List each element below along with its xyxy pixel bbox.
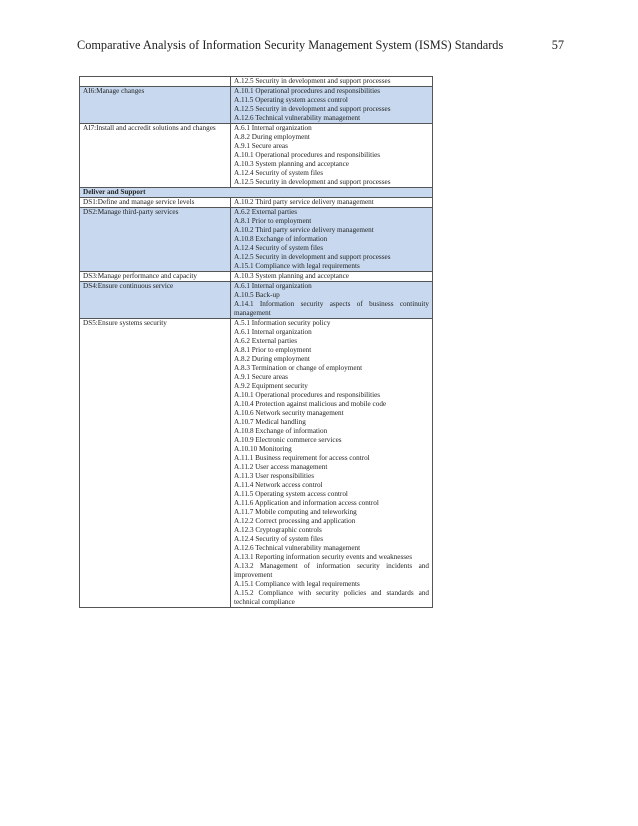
iso-control-item: A.10.1 Operational procedures and responsibilities	[234, 391, 381, 399]
page-number: 57	[551, 38, 564, 52]
iso-control-item: A.10.8 Exchange of information	[234, 427, 328, 435]
table-row	[80, 77, 433, 87]
iso-control-item: A.12.5 Security in development and support processes	[234, 253, 391, 261]
iso-control-item: A.6.1 Internal organization	[234, 328, 312, 336]
iso-controls-cell	[231, 87, 433, 124]
iso-control-item: A.11.3 User responsibilities	[234, 472, 314, 480]
iso-control-item: A.12.4 Security of system files	[234, 535, 324, 543]
iso-control-item: A.10.2 Third party service delivery management	[234, 198, 374, 206]
iso-control-item: A.6.2 External parties	[234, 208, 298, 216]
table-row	[80, 272, 433, 282]
table-row	[80, 282, 433, 319]
iso-control-item: A.12.6 Technical vulnerability management	[234, 544, 361, 552]
cobit-process-cell	[80, 272, 231, 282]
iso-control-item: A.11.5 Operating system access control	[234, 96, 348, 104]
iso-controls-cell	[231, 77, 433, 87]
cobit-process-label: DS3:Manage performance and capacity	[83, 272, 197, 280]
iso-control-item: A.12.4 Security of system files	[234, 169, 324, 177]
iso-control-item: A.10.3 System planning and acceptance	[234, 272, 349, 280]
section-header-row	[80, 188, 433, 198]
iso-control-item: A.10.10 Monitoring	[234, 445, 292, 453]
iso-control-item: A.11.1 Business requirement for access control	[234, 454, 370, 462]
iso-controls-cell	[231, 208, 433, 272]
iso-control-item: A.11.2 User access management	[234, 463, 328, 471]
cobit-process-label: DS2:Manage third-party services	[83, 208, 179, 216]
iso-control-item: A.8.2 During employment	[234, 133, 310, 141]
iso-control-item: A.10.7 Medical handling	[234, 418, 306, 426]
iso-control-item: A.11.6 Application and information access control	[234, 499, 379, 507]
iso-control-item: A.15.1 Compliance with legal requirements	[234, 262, 360, 270]
iso-control-item: A.10.4 Protection against malicious and mobile code	[234, 400, 387, 408]
iso-control-item: A.8.1 Prior to employment	[234, 217, 312, 225]
cobit-process-label: AI7:Install and accredit solutions and changes	[83, 124, 216, 132]
iso-control-item: A.12.2 Correct processing and application	[234, 517, 356, 525]
iso-control-item: A.15.1 Compliance with legal requirements	[234, 580, 360, 588]
cobit-process-cell	[80, 87, 231, 124]
iso-control-item: A.15.2 Compliance with security policies and standards and technical compliance	[234, 589, 429, 606]
iso-control-item: A.10.8 Exchange of information	[234, 235, 328, 243]
iso-controls-cell	[231, 319, 433, 608]
iso-control-item: A.10.3 System planning and acceptance	[234, 160, 349, 168]
cobit-process-label: AI6:Manage changes	[83, 87, 145, 95]
iso-control-item: A.9.1 Secure areas	[234, 142, 288, 150]
cobit-process-cell	[80, 208, 231, 272]
cobit-process-cell	[80, 282, 231, 319]
iso-control-item: A.10.1 Operational procedures and responsibilities	[234, 87, 381, 95]
iso-control-item: A.12.5 Security in development and support processes	[234, 178, 391, 186]
iso-control-item: A.11.5 Operating system access control	[234, 490, 348, 498]
cobit-process-cell	[80, 124, 231, 188]
iso-control-item: A.12.3 Cryptographic controls	[234, 526, 322, 534]
iso-controls-cell	[231, 198, 433, 208]
iso-control-item: A.14.1 Information security aspects of business continuity management	[234, 300, 429, 317]
iso-control-item: A.13.1 Reporting information security events and weaknesses	[234, 553, 413, 561]
table-row	[80, 319, 433, 608]
table-body	[80, 77, 433, 608]
cobit-process-cell	[80, 198, 231, 208]
iso-controls-cell	[231, 282, 433, 319]
cobit-process-label: DS5:Ensure systems security	[83, 319, 167, 327]
iso-control-item: A.12.6 Technical vulnerability management	[234, 114, 361, 122]
running-title: Comparative Analysis of Information Security Management System (ISMS) Standards	[77, 38, 504, 52]
iso-controls-cell	[231, 124, 433, 188]
cobit-process-cell	[80, 77, 231, 87]
iso-control-item: A.8.3 Termination or change of employment	[234, 364, 363, 372]
iso-control-item: A.12.4 Security of system files	[234, 244, 324, 252]
iso-control-item: A.12.5 Security in development and support processes	[234, 77, 391, 85]
table-row	[80, 124, 433, 188]
iso-control-item: A.10.9 Electronic commerce services	[234, 436, 342, 444]
iso-control-item: A.6.2 External parties	[234, 337, 298, 345]
iso-control-item: A.9.2 Equipment security	[234, 382, 308, 390]
cobit-process-cell	[80, 319, 231, 608]
table-row	[80, 208, 433, 272]
iso-control-item: A.12.5 Security in development and support processes	[234, 105, 391, 113]
iso-controls-cell	[231, 272, 433, 282]
section-header-cell: Deliver and Support	[80, 188, 433, 198]
cobit-iso-mapping-table	[79, 76, 433, 608]
iso-control-item: A.5.1 Information security policy	[234, 319, 331, 327]
running-header	[77, 38, 564, 54]
table-row	[80, 87, 433, 124]
iso-control-item: A.10.6 Network security management	[234, 409, 344, 417]
iso-control-item: A.8.1 Prior to employment	[234, 346, 312, 354]
table-row	[80, 198, 433, 208]
cobit-process-label: DS1:Define and manage service levels	[83, 198, 195, 206]
iso-control-item: A.10.1 Operational procedures and responsibilities	[234, 151, 381, 159]
iso-control-item: A.9.1 Secure areas	[234, 373, 288, 381]
iso-control-item: A.11.7 Mobile computing and teleworking	[234, 508, 357, 516]
iso-control-item: A.10.5 Back-up	[234, 291, 280, 299]
iso-control-item: A.11.4 Network access control	[234, 481, 323, 489]
iso-control-item: A.8.2 During employment	[234, 355, 310, 363]
cobit-process-label: DS4:Ensure continuous service	[83, 282, 174, 290]
iso-control-item: A.10.2 Third party service delivery management	[234, 226, 374, 234]
iso-control-item: A.13.2 Management of information security incidents and improvement	[234, 562, 429, 579]
iso-control-item: A.6.1 Internal organization	[234, 124, 312, 132]
iso-control-item: A.6.1 Internal organization	[234, 282, 312, 290]
